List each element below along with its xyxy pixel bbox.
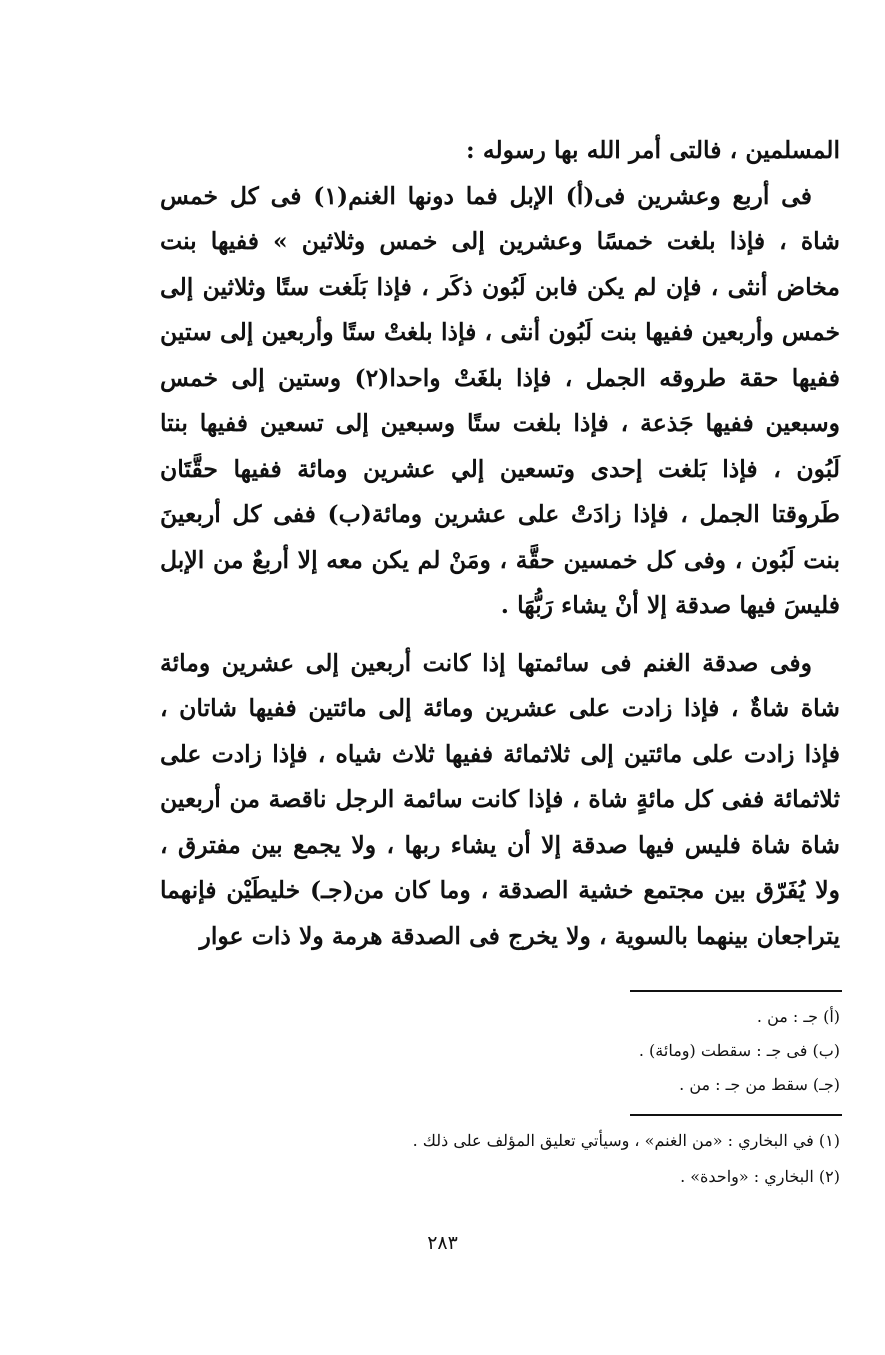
page-number: ٢٨٣ bbox=[427, 1232, 458, 1254]
variant-footnotes bbox=[160, 1000, 840, 1102]
footnote-b: (ب) فى جـ : سقطت (ومائة) . bbox=[638, 1041, 840, 1060]
main-text bbox=[160, 128, 840, 959]
footnote-j: (جـ) سقط من جـ : من . bbox=[679, 1075, 840, 1094]
intro-line: المسلمين ، فالتى أمر الله بها رسوله : bbox=[466, 136, 840, 164]
footnote-1: (١) في البخاري : «من الغنم» ، وسيأتي تعليق المؤلف على ذلك . bbox=[412, 1131, 840, 1150]
footnote-2: (٢) البخاري : «واحدة» . bbox=[680, 1167, 840, 1186]
footnote-divider-letters bbox=[630, 990, 842, 992]
footnote-divider-numbers bbox=[630, 1114, 842, 1116]
paragraph-camels-zakat: فى أربع وعشرين فى(أ) الإبل فما دونها الغنم(١) فى كل خمس شاة ، فإذا بلغت خمسًا وعشرين إلى خمس وثلاثين » ففيها بنت مخاض أنثى ، فإن لم يكن فابن لَبُون ذكَر ، فإذا بَلَغت ستًا وثلاثين إلى خمس وأربعين ففيها بنت لَبُون أنثى ، فإذا بلغتْ ستًا وأربعين إلى ستين ففيها حقة طروقه الجمل ، فإذا بلغَتْ واحدا(٢) وستين إلى خمس وسبعين ففيها جَذعة ، فإذا بلغت ستًا وسبعين إلى تسعين ففيها بنتا لَبُون ، فإذا بَلغت إحدى وتسعين إلي عشرين ومائة ففيها حقَّتَان طَروقتا الجمل ، فإذا زادَتْ على عشرين ومائة(ب) ففى كل أربعينَ بنت لَبُون ، وفى كل خمسين حقَّة ، ومَنْ لم يكن معه إلا أربعٌ من الإبل فليسَ فيها صدقة إلا أنْ يشاء رَبُّهَا . bbox=[160, 181, 840, 619]
paragraph-sheep-zakat: وفى صدقة الغنم فى سائمتها إذا كانت أربعين إلى عشرين ومائة شاة شاةٌ ، فإذا زادت على عشرين ومائة إلى مائتين ففيها شاتان ، فإذا زادت على مائتين إلى ثلاثمائة ففيها ثلاث شياه ، فإذا زادت على ثلاثمائة ففى كل مائةٍ شاة ، فإذا كانت سائمة الرجل ناقصة من أربعين شاة شاة فليس فيها صدقة إلا أن يشاء ربها ، ولا يجمع بين مفترق ، ولا يُفَرّق بين مجتمع خشية الصدقة ، وما كان من(جـ) خليطَيْن فإنهما يتراجعان بينهما بالسوية ، ولا يخرج فى الصدقة هرمة ولا ذات عوار bbox=[160, 648, 840, 950]
footnote-a: (أ) جـ : من . bbox=[756, 1007, 840, 1026]
numbered-footnotes bbox=[160, 1123, 840, 1195]
